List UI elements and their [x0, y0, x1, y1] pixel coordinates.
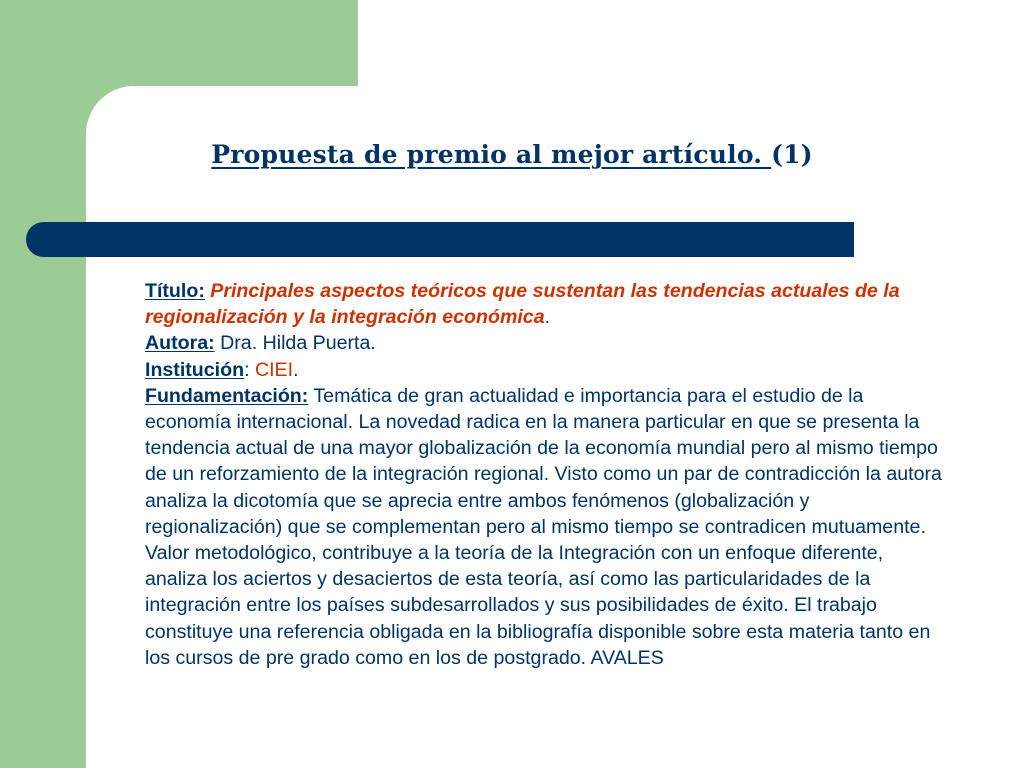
institucion-value: CIEI [254, 358, 294, 381]
titulo-end: . [544, 306, 551, 329]
titulo-value: Principales aspectos teóricos que sustentan las tendencias actuales de la regionalización y la integración económica [145, 280, 900, 329]
fundamentacion-label: Fundamentación: [145, 384, 309, 407]
valor-text: Valor metodológico, contribuye a la teoría de la Integración con un enfoque diferente, analiza los aciertos y desaciertos de esta teoría, así como las particularidades de la integración entre los países subdesarrollados y sus posibilidades de éxito. El trabajo constituye una referencia obligada en la bibliografía disponible sobre esta materia tanto en los cursos de pre grado como en los de postgrado. AVALES [145, 542, 931, 669]
autora-value: Dra. Hilda Puerta. [214, 332, 376, 355]
titulo-line [145, 278, 945, 330]
slide-title [86, 140, 938, 169]
slide-title-underlined: Propuesta de premio al mejor artículo. [211, 140, 772, 169]
slide-title-number: (1) [771, 140, 813, 169]
fundamentacion-paragraph [145, 383, 945, 540]
autora-line [145, 330, 945, 356]
institucion-sep: : [244, 358, 255, 381]
institucion-label: Institución [145, 358, 245, 381]
title-divider-bar [26, 222, 854, 257]
slide-body [145, 278, 945, 671]
autora-label: Autora: [145, 332, 215, 355]
fundamentacion-text: Temática de gran actualidad e importancia para el estudio de la economía internacional. La novedad radica en la manera particular en que se presenta la tendencia actual de una mayor globalización de la economía mundial pero al mismo tiempo de un reforzamiento de la integración regional. Visto como un par de contradicción la autora analiza la dicotomía que se aprecia entre ambos fenómenos (globalización y regionalización) que se complementan pero al mismo tiempo se contradicen mutuamente. [145, 384, 942, 538]
valor-paragraph [145, 540, 945, 671]
titulo-label: Título: [145, 280, 205, 302]
institucion-end: . [293, 358, 299, 381]
institucion-line [145, 357, 945, 383]
